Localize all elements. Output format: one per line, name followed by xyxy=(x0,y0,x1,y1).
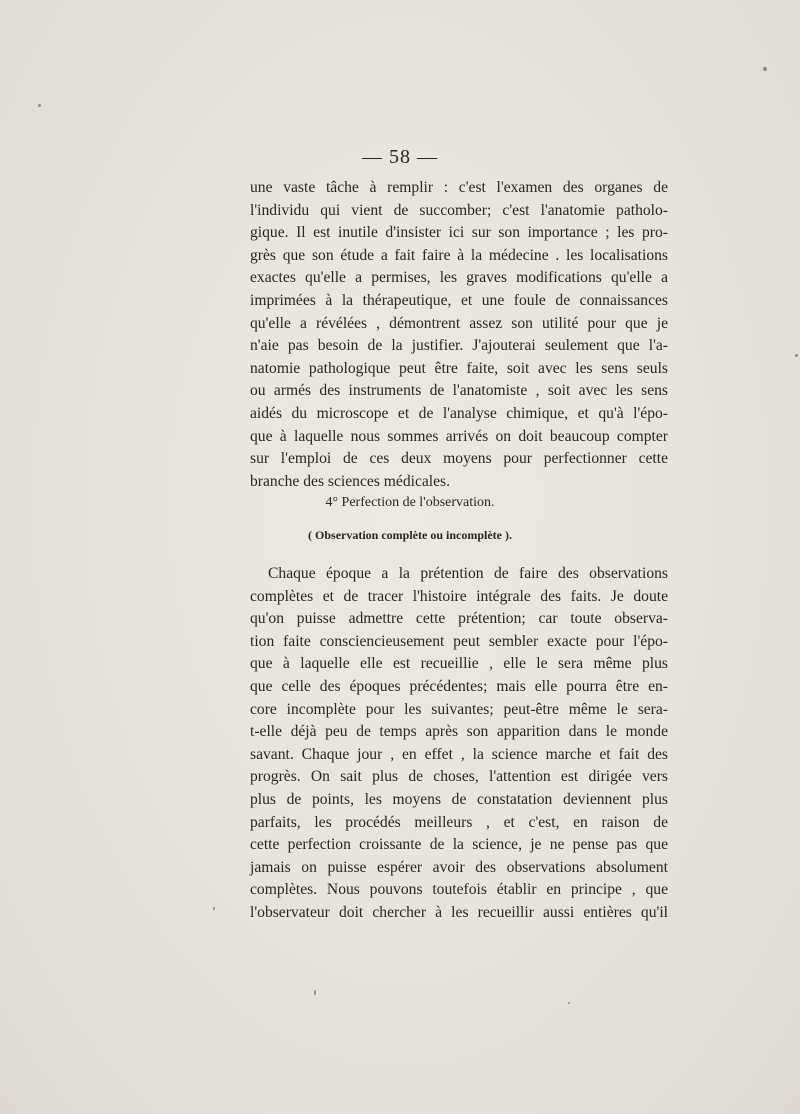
text-line: que celle des époques précédentes; mais elle pourra être en- xyxy=(250,677,668,695)
text-line: sur l'emploi de ces deux moyens pour perfectionner cette xyxy=(250,450,668,468)
text-line: imprimées à la thérapeutique, et une foule de connaissances xyxy=(250,291,668,309)
text-line: t-elle déjà peu de temps après son apparition dans le monde xyxy=(250,723,668,741)
text-line: parfaits, les procédés meilleurs , et c'est, en raison de xyxy=(250,813,668,831)
text-line: aidés du microscope et de l'analyse chimique, et qu'à l'épo- xyxy=(250,404,668,422)
text-line: qu'elle a révélées , démontrent assez son utilité pour que je xyxy=(250,314,668,332)
paper-speck xyxy=(213,907,215,910)
text-line: complètes. Nous pouvons toutefois établir en principe , que xyxy=(250,881,668,899)
section-subheading: ( Observation complète ou incomplète ). xyxy=(308,528,512,542)
text-line: branche des sciences médicales. xyxy=(250,472,451,490)
paragraph-observation xyxy=(250,563,668,925)
text-line: tion faite consciencieusement peut sembler exacte pour l'épo- xyxy=(250,632,668,650)
text-line: plus de points, les moyens de constatation deviennent plus xyxy=(250,790,668,808)
text-line: une vaste tâche à remplir : c'est l'examen des organes de xyxy=(250,179,668,196)
text-line: ou armés des instruments de l'anatomiste , soit avec les sens xyxy=(250,382,668,400)
text-line: savant. Chaque jour , en effet , la science marche et fait des xyxy=(250,745,668,763)
text-line: progrès. On sait plus de choses, l'attention est dirigée vers xyxy=(250,768,668,786)
text-line: core incomplète pour les suivantes; peut-être même le sera- xyxy=(250,700,668,718)
paper-speck xyxy=(795,354,798,357)
text-line: cette perfection croissante de la science, je ne pense pas que xyxy=(250,836,668,854)
page-number: — 58 — xyxy=(362,146,438,168)
text-line: gique. Il est inutile d'insister ici sur son importance ; les pro- xyxy=(250,224,668,242)
text-line: que à laquelle elle est recueillie , elle le sera même plus xyxy=(250,655,668,673)
text-line: l'individu qui vient de succomber; c'est l'anatomie patholo- xyxy=(250,201,668,219)
paper-speck xyxy=(314,990,316,995)
paragraph-anatomy xyxy=(250,177,668,493)
text-line: complètes et de tracer l'histoire intégrale des faits. Je doute xyxy=(250,587,668,605)
section-heading: 4° Perfection de l'observation. xyxy=(325,495,495,510)
text-line: que à laquelle nous sommes arrivés on doit beaucoup compter xyxy=(250,427,668,445)
paper-speck xyxy=(568,1002,570,1004)
text-line: jamais on puisse espérer avoir des observations absolument xyxy=(250,858,668,876)
paper-speck xyxy=(763,67,767,71)
text-line: exactes qu'elle a permises, les graves modifications qu'elle a xyxy=(250,269,668,287)
text-line: n'aie pas besoin de la justifier. J'ajouterai seulement que l'a- xyxy=(250,337,668,355)
text-line: qu'on puisse admettre cette prétention; car toute observa- xyxy=(250,610,668,628)
text-line: Chaque époque a la prétention de faire des observations xyxy=(268,565,668,582)
text-line: l'observateur doit chercher à les recueillir aussi entières qu'il xyxy=(250,903,668,921)
text-line: natomie pathologique peut être faite, soit avec les sens seuls xyxy=(250,359,668,377)
text-line: grès que son étude a fait faire à la médecine . les localisations xyxy=(250,246,668,264)
paper-speck xyxy=(38,104,41,107)
